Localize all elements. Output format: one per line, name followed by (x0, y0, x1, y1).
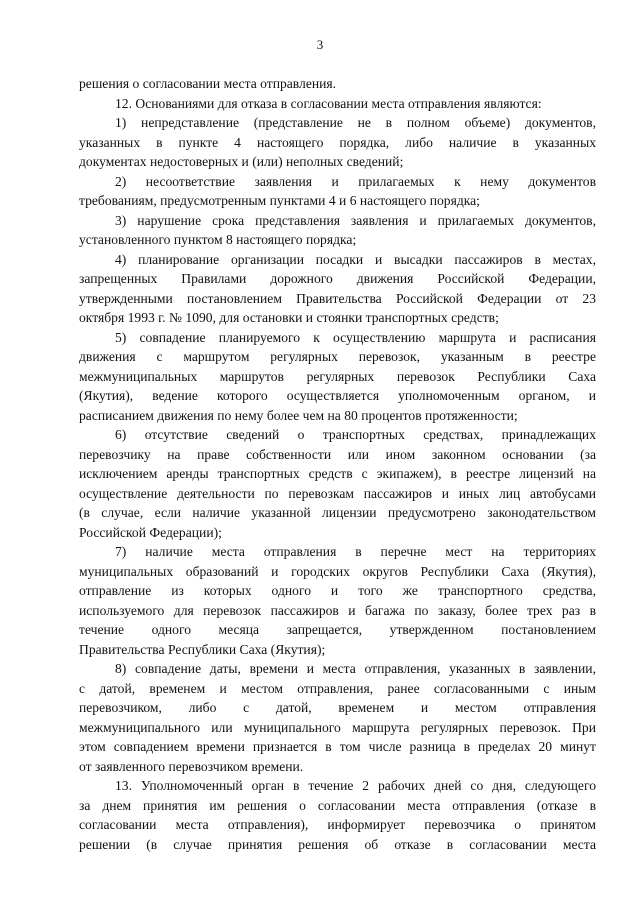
text-line: 6) отсутствие сведений о транспортных средствах, принадлежащих (115, 427, 596, 442)
text-line: Правительства Республики Саха (Якутия); (79, 641, 326, 657)
text-line: 7) наличие места отправления в перечне мест на территориях (115, 544, 596, 559)
text-line: от заявленного перевозчиком времени. (79, 758, 304, 774)
text-line: 3) нарушение срока представления заявления и прилагаемых документов, (115, 212, 596, 228)
text-line: 2) несоответствие заявления и прилагаемых к нему документов (115, 173, 596, 189)
text-line: 4) планирование организации посадки и высадки пассажиров в местах, (115, 251, 596, 267)
text-line: (Якутия), ведение которого осуществляется уполномоченным органом, и (79, 388, 596, 403)
text-line: запрещенных Правилами дорожного движения Российской Федерации, (79, 271, 596, 286)
text-line: перевозчиком, либо с датой, временем и местом отправления (79, 700, 596, 715)
text-line: используемого для перевозок пассажиров и багажа по заказу, более трех раз в (79, 602, 596, 618)
text-line: 12. Основаниями для отказа в согласовании места отправления являются: (115, 95, 542, 111)
text-line: межмуниципального или муниципального маршрута регулярных перевозок. При (79, 719, 596, 735)
text-line: расписанием движения по нему более чем на 80 процентов протяженности; (79, 407, 518, 423)
text-line: отправление из которых одного и того же транспортного средства, (79, 583, 596, 598)
document-body (79, 74, 596, 854)
text-line: (в случае, если наличие указанной лицензии предусмотрено законодательством (79, 505, 596, 520)
text-line: утвержденными постановлением Правительства Российской Федерации от 23 (79, 290, 596, 306)
page-number: 3 (316, 37, 324, 52)
text-line: решении (в случае принятия решения об отказе в согласовании места (79, 836, 596, 852)
text-line: осуществление деятельности по перевозкам пассажиров и иных лиц автобусами (79, 485, 596, 501)
text-line: октября 1993 г. № 1090, для остановки и стоянки транспортных средств; (79, 310, 499, 325)
text-line: течение одного месяца запрещается, утвержденном постановлением (79, 622, 596, 637)
text-line: муниципальных образований и городских округов Республики Саха (Якутия), (79, 563, 596, 579)
text-line: этом совпадением времени признается в том числе разница в пределах 20 минут (79, 739, 596, 754)
text-line: решения о согласовании места отправления. (79, 76, 337, 91)
text-line: исключением аренды транспортных средств с экипажем), в реестре лицензий на (79, 466, 596, 481)
text-line: 8) совпадение даты, времени и места отправления, указанных в заявлении, (115, 661, 596, 676)
text-line: 13. Уполномоченный орган в течение 2 рабочих дней со дня, следующего (115, 778, 596, 793)
text-line: требованиям, предусмотренным пунктами 4 и 6 настоящего порядка; (79, 193, 480, 208)
text-line: перевозчику на праве собственности или ином законном основании (за (79, 446, 596, 462)
text-line: за днем принятия им решения о согласовании места отправления (отказе в (79, 797, 596, 813)
text-line: документах недостоверных и (или) неполных сведений; (79, 154, 404, 169)
text-line: с датой, временем и местом отправления, ранее согласованными с иным (79, 680, 596, 696)
text-line: межмуниципальных маршрутов регулярных перевозок Республики Саха (79, 368, 596, 384)
text-line: указанных в пункте 4 настоящего порядка, либо наличие в указанных (79, 134, 596, 150)
text-line: согласовании места отправления), информирует перевозчика о принятом (79, 817, 596, 832)
text-line: Российской Федерации); (79, 524, 222, 540)
text-line: движения с маршрутом регулярных перевозок, указанным в реестре (79, 349, 596, 364)
text-line: установленного пунктом 8 настоящего порядка; (79, 232, 357, 247)
text-line: 5) совпадение планируемого к осуществлению маршрута и расписания (115, 329, 596, 345)
text-line: 1) непредставление (представление не в полном объеме) документов, (115, 115, 596, 130)
